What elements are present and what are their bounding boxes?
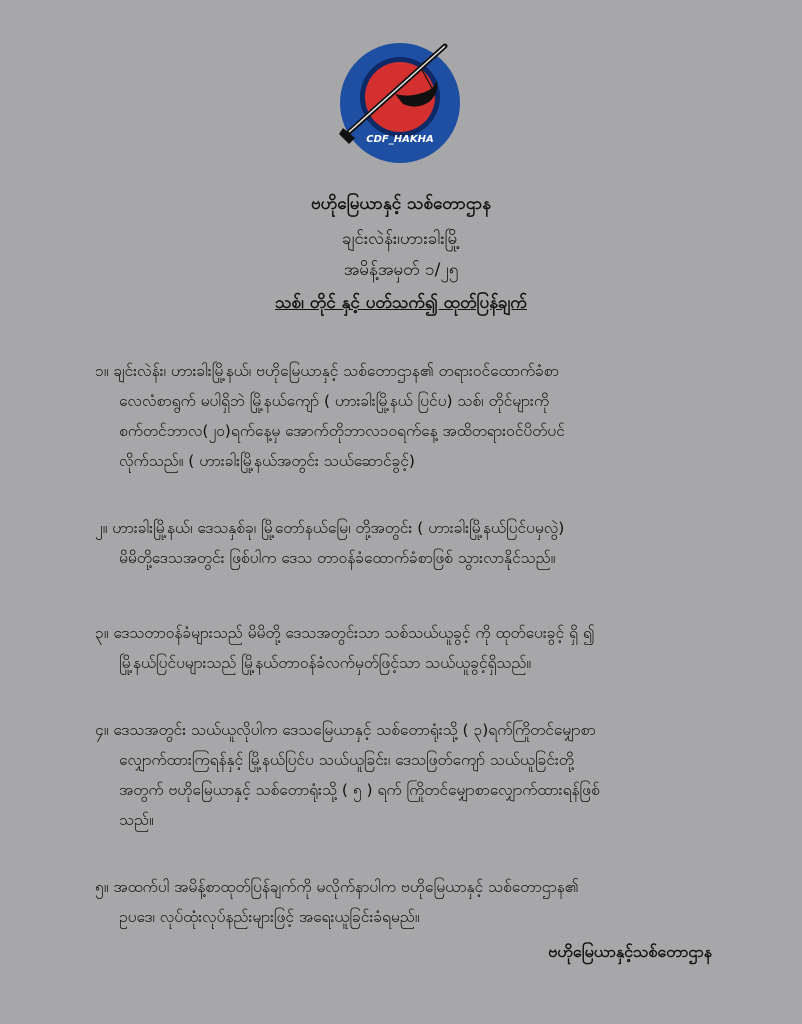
paragraph-line: စက်တင်ဘာလ(၂၀)ရက်နေ့မှ အောက်တိုဘာလ၁၀ရက်နေ့ အထိတရားဝင်ပိတ်ပင် [119,422,565,440]
paragraph-2 [95,513,715,573]
paragraph-line: ၃။ ဒေသတာဝန်ခံများသည် မိမိတို့ ဒေသအတွင်းသာ သစ်သယ်ယူခွင့် ကို ထုတ်ပေးခွင့် ရှိ ၍ [95,624,595,642]
paragraph-line: ၅။ အထက်ပါ အမိန့်စာထုတ်ပြန်ချက်ကို မလိုက်နာပါက ဗဟိုမြေယာနှင့် သစ်တောဌာန၏ [95,878,579,896]
paragraph-line: မြို့နယ်ပြင်ပများသည် မြို့နယ်တာဝန်ခံလက်မှတ်ဖြင့်သာ သယ်ယူခွင့်ရှိသည်။ [119,654,532,672]
paragraph-4 [95,715,715,835]
paragraph-5 [95,872,715,932]
paragraph-line: လျှောက်ထားကြရန်နှင့် မြို့နယ်ပြင်ပ သယ်ယူခြင်း၊ ဒေသဖြတ်ကျော် သယ်ယူခြင်းတို့ [119,751,574,769]
paragraph-line: မိမိတို့ဒေသအတွင်း ဖြစ်ပါက ဒေသ တာဝန်ခံထောက်ခံစာဖြစ် သွားလာနိုင်သည်။ [119,549,556,567]
location: ချင်းလဲန်း၊ဟားခါးမြို့ [342,229,460,249]
paragraph-line: ၁။ ချင်းလဲန်း၊ ဟားခါးမြို့နယ်၊ ဗဟိုမြေယာနှင့် သစ်တောဌာန၏ တရားဝင်ထောက်ခံစာ [95,362,559,380]
notice-subject: သစ်၊ တိုင် နှင့် ပတ်သက်၍ ထုတ်ပြန်ချက် [275,293,527,313]
paragraph-line: ဥပဒေ၊ လုပ်ထုံးလုပ်နည်းများဖြင့် အရေးယူခြင်းခံရမည်။ [119,908,420,926]
paragraph-line: ၄။ ဒေသအတွင်း သယ်ယူလိုပါက ဒေသမြေယာနှင့် သစ်တောရုံးသို့ ( ၃)ရက်ကြိုတင်မျှောစာ [95,721,596,739]
org-name: ဗဟိုမြေယာနှင့် သစ်တောဌာန [310,194,492,214]
paragraph-1 [95,356,715,476]
notice-number: အမိန့်အမှတ် ၁/၂၅ [343,260,459,280]
cdf-hakha-logo [337,40,463,166]
paragraph-line: အတွက် ဗဟိုမြေယာနှင့် သစ်တောရုံးသို့ ( ၅ ) ရက် ကြိုတင်မျှောစာလျှောက်ထားရန်ဖြစ် [119,781,600,799]
paragraph-line: လိုက်သည်။ ( ဟားခါးမြို့နယ်အတွင်း သယ်ဆောင်ခွင့်) [119,452,415,470]
paragraph-line: သည်။ [119,811,154,829]
signature: ဗဟိုမြေယာနှင့်သစ်တောဌာန [548,942,712,961]
paragraph-line: ၂။ ဟားခါးမြို့နယ်၊ ဒေသနှစ်ခု၊ မြို့တော်နယ်မြေ၊ တို့အတွင်း ( ဟားခါးမြို့နယ်ပြင်ပမှလွဲ) [95,519,565,537]
paragraph-line: လေလံစာရွက် မပါရှိဘဲ မြို့နယ်ကျော် ( ဟားခါးမြို့နယ် ပြင်ပ) သစ်၊ တိုင်များကို [119,392,549,410]
logo-text: CDF_HAKHA [366,134,434,145]
paragraph-3 [95,618,715,678]
